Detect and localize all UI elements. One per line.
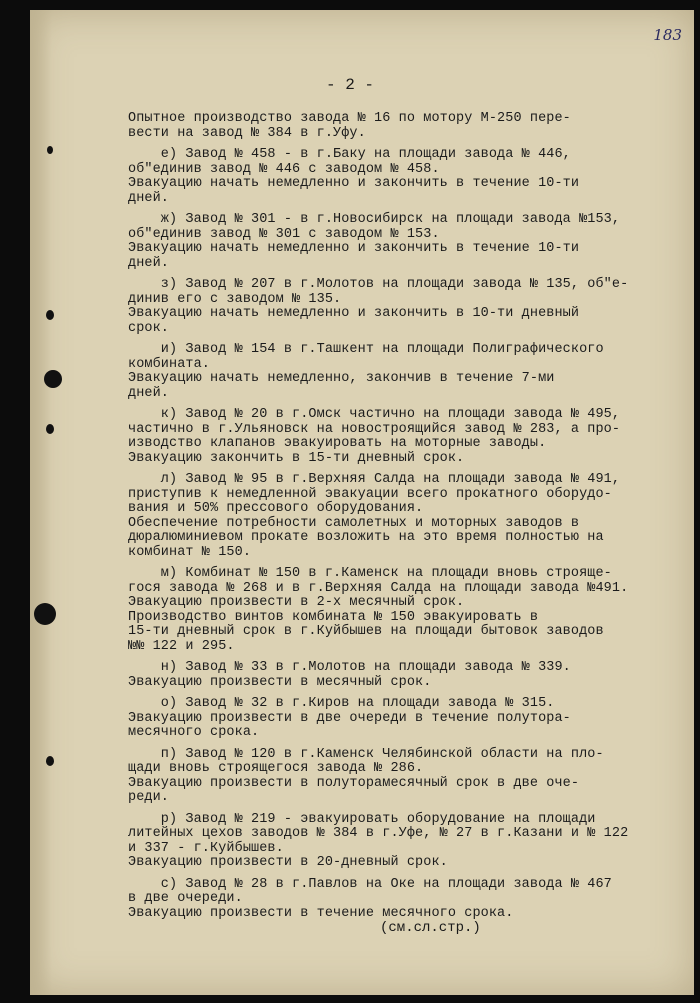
text-line: комбинат № 150. xyxy=(128,544,252,560)
punch-hole xyxy=(46,756,54,766)
text-line: Эвакуацию закончить в 15-ти дневный срок. xyxy=(128,450,465,466)
text-line: п) Завод № 120 в г.Каменск Челябинской области на пло- xyxy=(128,746,604,762)
paragraph xyxy=(128,112,688,141)
punch-hole xyxy=(46,424,54,434)
text-line: дюралюминиевом прокате возложить на это время полностью на xyxy=(128,530,604,545)
text-line: дней. xyxy=(128,255,170,271)
paragraph xyxy=(128,748,688,806)
text-line: Эвакуацию начать немедленно и закончить в течение 10-ти xyxy=(128,241,580,256)
text-line: Эвакуацию произвести в течение месячного срока. xyxy=(128,905,514,921)
text-line: м) Комбинат № 150 в г.Каменск на площади вновь строяще- xyxy=(128,566,612,581)
text-line: в две очереди. xyxy=(128,891,243,906)
punch-hole xyxy=(44,370,62,388)
text-line: з) Завод № 207 в г.Молотов на площади завода № 135, об"е- xyxy=(128,277,629,292)
paragraph xyxy=(128,878,688,922)
paragraph xyxy=(128,661,688,690)
text-line: Опытное производство завода № 16 по мотору М-250 пере- xyxy=(128,111,571,126)
text-line: 15-ти дневный срок в г.Куйбышев на площади бытовок заводов xyxy=(128,624,604,639)
text-line: вести на завод № 384 в г.Уфу. xyxy=(128,125,366,141)
text-line: Эвакуацию произвести в месячный срок. xyxy=(128,674,432,690)
paragraph xyxy=(128,813,688,871)
page-number: - 2 - xyxy=(325,76,374,94)
text-line: Эвакуацию произвести в 20-дневный срок. xyxy=(128,855,448,870)
text-line: ж) Завод № 301 - в г.Новосибирск на площади завода №153, xyxy=(128,212,621,227)
text-line: вания и 50% прессового оборудования. xyxy=(128,501,424,516)
text-line: Эвакуацию начать немедленно, закончив в течение 7-ми xyxy=(128,371,555,386)
text-line: Производство винтов комбината № 150 эвакуировать в xyxy=(128,609,539,625)
paragraph xyxy=(128,408,688,466)
text-line: месячного срока. xyxy=(128,725,260,740)
paragraph xyxy=(128,343,688,401)
punch-hole xyxy=(47,146,53,154)
text-line: Обеспечение потребности самолетных и моторных заводов в xyxy=(128,515,580,531)
text-line: щади вновь строящегося завода № 286. xyxy=(128,761,424,776)
text-line: Эвакуацию начать немедленно и закончить в течение 10-ти xyxy=(128,176,580,191)
text-line: и 337 - г.Куйбышев. xyxy=(128,840,284,856)
text-line: дней. xyxy=(128,190,170,206)
folio-number: 183 xyxy=(653,26,682,44)
text-line: Эвакуацию произвести в 2-х месячный срок. xyxy=(128,595,465,610)
text-line: гося завода № 268 и в г.Верхняя Салда на площади завода №491. xyxy=(128,580,629,596)
paragraph xyxy=(128,473,688,560)
text-line: литейных цехов заводов № 384 в г.Уфе, № 27 в г.Казани и № 122 xyxy=(128,826,629,841)
paragraph xyxy=(128,697,688,741)
text-line: динив его с заводом № 135. xyxy=(128,291,342,307)
text-line: н) Завод № 33 в г.Молотов на площади завода № 339. xyxy=(128,660,571,675)
text-line: е) Завод № 458 - в г.Баку на площади завода № 446, xyxy=(128,147,571,162)
text-line: №№ 122 и 295. xyxy=(128,638,235,654)
page-edge-shadow xyxy=(30,10,52,995)
text-line: комбината. xyxy=(128,356,211,372)
punch-hole xyxy=(46,310,54,320)
text-line: реди. xyxy=(128,790,170,805)
text-line: изводство клапанов эвакуировать на моторные заводы. xyxy=(128,436,547,451)
text-line: Эвакуацию начать немедленно и закончить в 10-ти дневный xyxy=(128,306,580,321)
text-line: приступив к немедленной эвакуации всего прокатного оборудо- xyxy=(128,486,612,502)
text-line: частично в г.Ульяновск на новостроящийся завод № 283, а про- xyxy=(128,421,621,437)
text-line: л) Завод № 95 в г.Верхняя Салда на площади завода № 491, xyxy=(128,472,621,487)
text-line: с) Завод № 28 в г.Павлов на Оке на площади завода № 467 xyxy=(128,876,612,892)
text-line: Эвакуацию произвести в две очереди в течение полутора- xyxy=(128,710,571,726)
text-line: срок. xyxy=(128,320,170,336)
punch-hole xyxy=(34,603,56,625)
text-line: к) Завод № 20 в г.Омск частично на площади завода № 495, xyxy=(128,407,621,422)
paragraph xyxy=(128,567,688,654)
text-line: Эвакуацию произвести в полуторамесячный срок в две оче- xyxy=(128,775,580,791)
paragraph xyxy=(128,278,688,336)
text-line: р) Завод № 219 - эвакуировать оборудование на площади xyxy=(128,811,596,827)
text-line: и) Завод № 154 в г.Ташкент на площади Полиграфического xyxy=(128,342,604,357)
text-line: об"единив завод № 301 с заводом № 153. xyxy=(128,226,440,242)
document-body xyxy=(128,112,688,928)
text-line: дней. xyxy=(128,385,170,401)
paragraph xyxy=(128,148,688,206)
text-line: о) Завод № 32 в г.Киров на площади завода № 315. xyxy=(128,696,555,711)
continued-note: (см.сл.стр.) xyxy=(380,920,481,936)
paragraph xyxy=(128,213,688,271)
text-line: об"единив завод № 446 с заводом № 458. xyxy=(128,161,440,177)
